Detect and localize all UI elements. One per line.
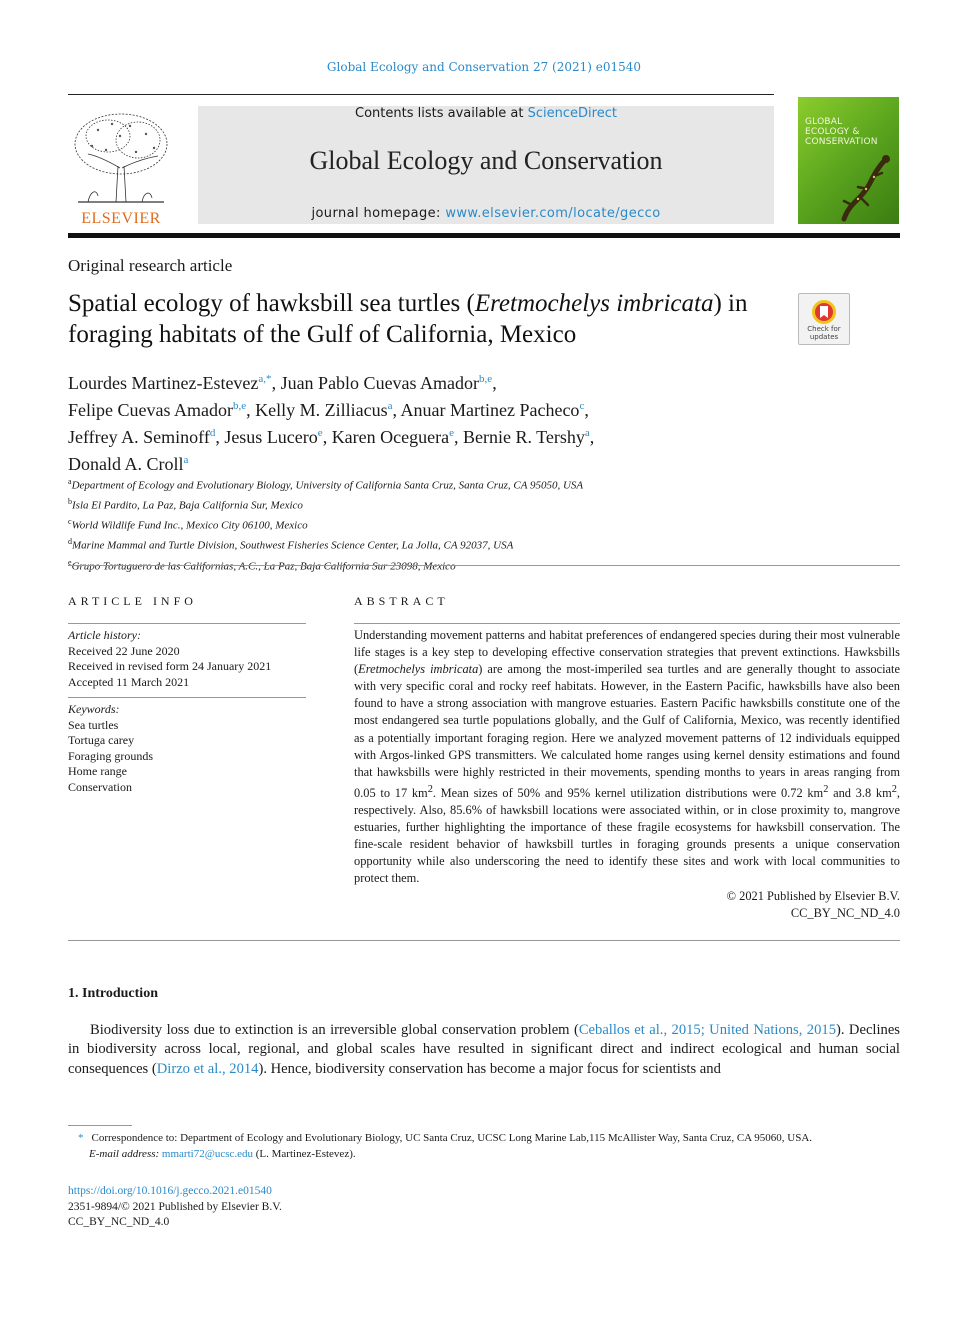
keywords-caption: Keywords: — [68, 702, 120, 716]
affiliation-key: d — [68, 537, 72, 547]
article-info-heading: ARTICLE INFO — [68, 594, 197, 608]
sciencedirect-link[interactable]: ScienceDirect — [527, 106, 617, 121]
affiliation-key: b — [68, 497, 72, 507]
check-updates-line: updates — [809, 333, 839, 341]
abstract-sup: 2 — [823, 783, 829, 795]
affiliation-item — [68, 474, 888, 494]
author-affil-sup[interactable]: d — [209, 427, 216, 439]
abstract-species: Eretmochelys imbricata — [358, 662, 479, 677]
homepage-line — [198, 206, 774, 221]
author-affil-sup[interactable]: e — [317, 427, 323, 439]
author-sep: , — [271, 373, 281, 393]
author-name[interactable]: Felipe Cuevas Amador — [68, 400, 233, 420]
history-item: Accepted 11 March 2021 — [68, 674, 190, 689]
affiliation-key: a — [68, 477, 72, 486]
cover-title-line: GLOBAL — [805, 117, 843, 127]
keyword-item: Tortuga carey — [68, 733, 135, 747]
affiliation-text: Marine Mammal and Turtle Division, Southwest Fisheries Science Center, La Jolla, CA 92037, USA — [72, 540, 514, 553]
email-link[interactable]: mmarti72@ucsc.edu — [161, 1148, 253, 1160]
author-sep: , — [392, 400, 401, 420]
author-sep: , — [246, 400, 256, 420]
article-type: Original research article — [68, 256, 233, 275]
footnote-marker: * — [78, 1132, 84, 1144]
author-name[interactable]: Bernie R. Tershy — [463, 427, 585, 447]
correspondence-footnote — [68, 1130, 908, 1162]
affiliation-key: c — [68, 517, 72, 527]
author-affil-sup[interactable]: b,e — [479, 373, 493, 385]
email-line — [68, 1146, 908, 1162]
author-sep: , — [589, 427, 595, 447]
author-sep: , — [322, 427, 332, 447]
author-list — [68, 368, 828, 476]
gecko-icon — [798, 97, 899, 224]
introduction-paragraph — [68, 1021, 900, 1079]
elsevier-wordmark: ELSEVIER — [81, 210, 161, 227]
journal-banner — [198, 106, 774, 224]
issn-line: 2351-9894/© 2021 Published by Elsevier B.V. — [68, 1200, 282, 1213]
author-affil-sup[interactable]: a — [183, 454, 189, 466]
abstract-copyright: © 2021 Published by Elsevier B.V. — [726, 888, 900, 903]
author-name[interactable]: Donald A. Croll — [68, 454, 184, 474]
abstract-run: ) are among the most-imperiled sea turtles and are generally thought to associate with very specific coral and rocky reef habitats. However, in the Eastern Pacific, hawksbills have also been found to have a strong association with mangrove estuaries. Eastern Pacific hawksbills constitute one of the most endangered sea turtle populations globally, and the Gulf of California, Mexico, was recently identified as a potentially important foraging region. Here we analyzed movement patterns of 12 individuals equipped with Argos-linked GPS transmitters. We calculated home ranges using kernel density estimations and found that hawksbills were highly restricted in their movements, spending months to years in areas ranging from 0.05 to 17 km — [354, 662, 900, 800]
affiliation-key: e — [68, 557, 72, 567]
author-sep: , — [215, 427, 225, 447]
homepage-link[interactable]: www.elsevier.com/locate/gecco — [445, 206, 661, 221]
history-item: Received in revised form 24 January 2021 — [68, 659, 272, 673]
cover-title-line: ECOLOGY & — [805, 127, 860, 137]
author-name[interactable]: Jeffrey A. Seminoff — [68, 427, 210, 447]
keyword-item: Conservation — [68, 779, 132, 794]
header-rule — [68, 94, 774, 95]
introduction-text — [68, 1021, 900, 1079]
author-sep: , — [454, 427, 463, 447]
running-head[interactable]: Global Ecology and Conservation 27 (2021) e01540 — [326, 60, 642, 74]
article-title — [68, 288, 788, 350]
contents-line — [198, 106, 774, 121]
abstract-rule — [354, 623, 900, 624]
author-name[interactable]: Lourdes Martinez-Estevez — [68, 373, 259, 393]
author-name[interactable]: Juan Pablo Cuevas Amador — [280, 373, 480, 393]
affiliation-item — [68, 534, 888, 554]
intro-run: ). Hence, biodiversity conservation has become a major focus for scientists and — [258, 1060, 721, 1077]
elsevier-tree-icon — [68, 106, 174, 206]
affiliation-text: Isla El Pardito, La Paz, Baja California Sur, Mexico — [72, 499, 303, 512]
abstract-license: CC_BY_NC_ND_4.0 — [790, 905, 900, 920]
masthead-rule — [68, 233, 900, 238]
author-affil-sup[interactable]: a,* — [258, 373, 272, 385]
check-updates-line: Check for — [807, 325, 841, 333]
author-affil-sup[interactable]: a — [584, 427, 590, 439]
affiliation-list — [68, 474, 888, 575]
keyword-item: Home range — [68, 764, 127, 778]
author-sep: , — [584, 400, 589, 420]
homepage-prefix: journal homepage: — [311, 206, 446, 221]
history-caption: Article history: — [68, 628, 141, 642]
author-name[interactable]: Anuar Martinez Pacheco — [400, 400, 580, 420]
title-part: ) in foraging habitats of the Gulf of California, Mexico — [68, 290, 748, 348]
abstract-run: , respectively. Also, 85.6% of hawksbill locations were associated within, or in close proximity to, mangrove estuaries, further highlighting the importance of these fragile ecosystems for hawksbill conservation. The fine-scale resident behavior of hawksbill turtles in foraging grounds presents a unique conservation opportunity while also underscoring the need to identify these sites and work with local communities to protect them. — [354, 785, 900, 886]
correspondence-text: Correspondence to: Department of Ecology and Evolutionary Biology, UC Santa Cruz, UCSC Long Marine Lab,115 McAllister Way, Santa Cruz, CA 95060, USA. — [91, 1132, 813, 1144]
keyword-item: Sea turtles — [68, 717, 119, 732]
keywords — [68, 702, 306, 795]
title-species: Eretmochelys imbricata — [474, 290, 714, 317]
article-history — [68, 628, 306, 690]
journal-cover[interactable] — [798, 97, 899, 224]
citation-link[interactable]: Dirzo et al., 2014 — [156, 1060, 259, 1077]
email-suffix: (L. Martinez-Estevez). — [253, 1148, 356, 1160]
author-affil-sup[interactable]: c — [579, 400, 585, 412]
author-affil-sup[interactable]: e — [449, 427, 454, 439]
author-name[interactable]: Kelly M. Zilliacus — [255, 400, 388, 420]
article-info — [68, 594, 306, 795]
citation-link[interactable]: Ceballos et al., 2015; United Nations, 2015 — [578, 1022, 836, 1038]
footnote-rule — [68, 1125, 132, 1126]
correspondence-line — [68, 1130, 908, 1146]
abstract-sup: 2 — [427, 783, 433, 795]
info-rule — [68, 697, 306, 698]
section-rule — [68, 940, 900, 941]
elsevier-logo[interactable] — [68, 106, 174, 226]
keyword-item: Foraging grounds — [68, 748, 153, 763]
check-updates-label — [799, 325, 849, 341]
cover-title-line: CONSERVATION — [805, 137, 878, 147]
abstract — [354, 594, 900, 922]
check-updates-icon — [799, 296, 849, 328]
abstract-run: . Mean sizes of 50% and 95% kernel utilization distributions were 0.72 km — [432, 785, 824, 800]
journal-title: Global Ecology and Conservation — [309, 146, 663, 175]
abstract-sup: 2 — [891, 783, 897, 795]
abstract-heading: ABSTRACT — [354, 594, 449, 608]
author-name[interactable]: Karen Oceguera — [331, 427, 450, 447]
title-part: Spatial ecology of hawksbill sea turtles ( — [68, 290, 475, 317]
affiliation-text: Grupo Tortuguero de las Californias, A.C., La Paz, Baja California Sur 23098, Mexico — [71, 560, 456, 573]
affiliation-text: Department of Ecology and Evolutionary Biology, University of California Santa Cruz, Santa Cruz, CA 95050, USA — [71, 479, 584, 492]
author-name[interactable]: Jesus Lucero — [224, 427, 318, 447]
abstract-text — [354, 627, 900, 888]
intro-run: ). Declines in biodiversity across local, regional, and global scales have resulted in significant direct and indirect ecological and human social consequences ( — [68, 1022, 900, 1077]
author-sep: , — [492, 373, 497, 393]
doi-link[interactable]: https://doi.org/10.1016/j.gecco.2021.e01540 — [68, 1185, 272, 1197]
affiliation-text: World Wildlife Fund Inc., Mexico City 06100, Mexico — [71, 519, 308, 532]
check-for-updates-button[interactable] — [798, 293, 850, 345]
info-rule — [68, 623, 306, 624]
page-footer — [68, 1184, 282, 1231]
affiliation-item — [68, 514, 888, 534]
intro-run: Biodiversity loss due to extinction is an irreversible global conservation problem ( — [90, 1022, 579, 1038]
abstract-meta — [354, 888, 900, 922]
affiliation-item — [68, 494, 888, 514]
section-rule — [68, 565, 900, 566]
introduction-heading: 1. Introduction — [68, 986, 158, 1001]
history-item: Received 22 June 2020 — [68, 643, 180, 658]
footer-license: CC_BY_NC_ND_4.0 — [68, 1216, 170, 1229]
email-label: E-mail address: — [89, 1148, 160, 1160]
abstract-run: and 3.8 km — [828, 785, 892, 800]
author-affil-sup[interactable]: b,e — [232, 400, 247, 412]
abstract-run: Understanding movement patterns and habitat preferences of endangered species during their most vulnerable life stages is a key step to developing effective conservation strategies that prevent extinctions. Hawksbills ( — [354, 628, 900, 677]
author-affil-sup[interactable]: a — [387, 400, 393, 412]
contents-prefix: Contents lists available at — [355, 106, 528, 121]
